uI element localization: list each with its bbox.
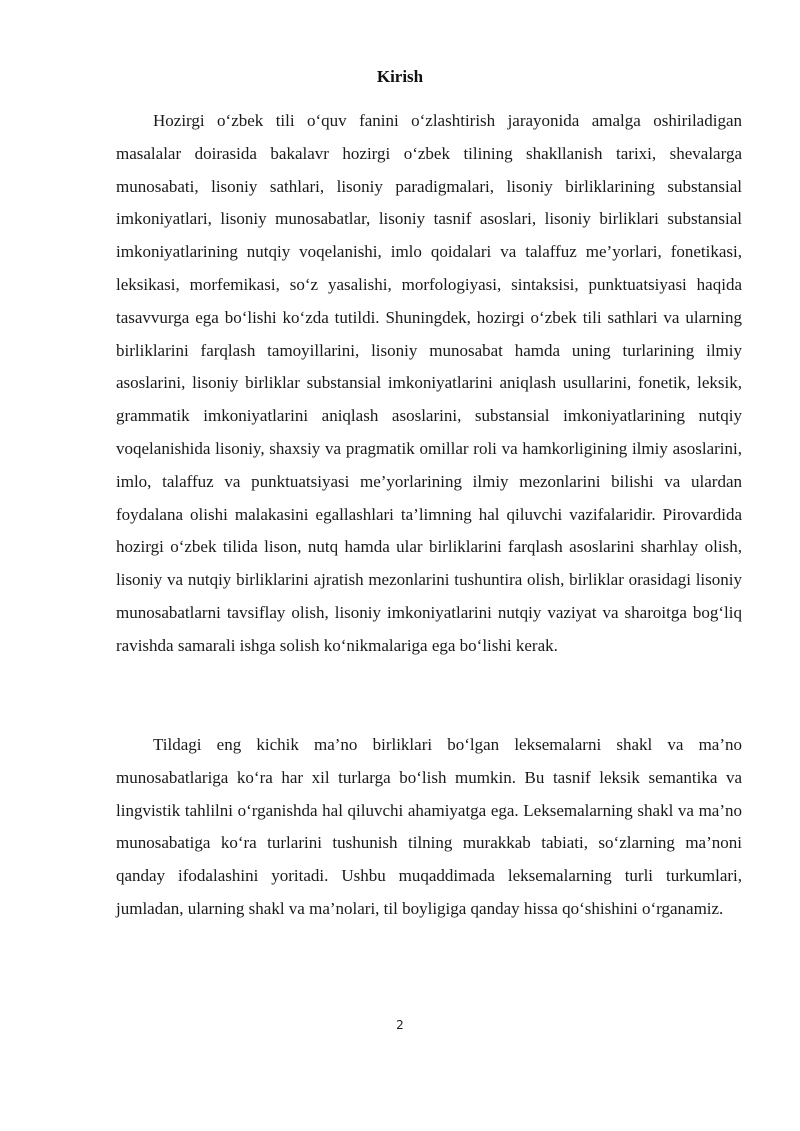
page-title: Kirish (376, 67, 424, 86)
paragraph-2: Tildagi eng kichik ma’no birliklari bo‘lgan leksemalarni shakl va ma’no munosabatlariga ko‘ra har xil turlarga bo‘lish mumkin. Bu tasnif leksik semantika va lingvistik tahlilni o‘rganishda hal qiluvchi ahamiyatga ega. Leksemalarning shakl va ma’no munosabatiga ko‘ra turlarini tushunish tilning murakkab tabiati, so‘zlarning ma’noni qanday ifodalashini yoritadi. Ushbu muqaddimada leksemalarning turli turkumlari, jumladan, ularning shakl va ma’nolari, til boyligiga qanday hissa qo‘shishini o‘rganamiz. (116, 735, 742, 918)
paragraph-1: Hozirgi o‘zbek tili o‘quv fanini o‘zlashtirish jarayonida amalga oshiriladigan masalalar doirasida bakalavr hozirgi o‘zbek tilining shakllanish tarixi, shevalarga munosabati, lisoniy sathlari, lisoniy paradigmalari, lisoniy birliklarining substansial imkoniyatlari, lisoniy munosabatlar, lisoniy tasnif asoslari, lisoniy birliklari substansial imkoniyatlarining nutqiy voqelanishi, imlo qoidalari va talaffuz me’yorlari, fonetikasi, leksikasi, morfemikasi, so‘z yasalishi, morfologiyasi, sintaksisi, punktuatsiyasi haqida tasavvurga ega bo‘lishi ko‘zda tutildi. Shuningdek, hozirgi o‘zbek tili sathlari va ularning birliklarini farqlash tamoyillarini, lisoniy munosabat hamda uning turlarining ilmiy asoslarini, lisoniy birliklar substansial imkoniyatlarini aniqlash usullarini, fonetik, leksik, grammatik imkoniyatlarini aniqlash asoslarini, substansial imkoniyatlarining nutqiy voqelanishida lisoniy, shaxsiy va pragmatik omillar roli va hamkorligining ilmiy asoslarini, imlo, talaffuz va punktuatsiyasi me’yorlarining ilmiy mezonlarini bilishi va ulardan foydalana olishi malakasini egallashlari ta’limning hal qiluvchi vazifalaridir. Pirovardida hozirgi o‘zbek tilida lison, nutq hamda ular birliklarini farqlash asoslarini sharhlay olish, lisoniy va nutqiy birliklarini ajratish mezonlarini tushuntira olish, birliklar orasidagi lisoniy munosabatlarni tavsiflay olish, lisoniy imkoniyatlarini nutqiy vaziyat va sharoitga bog‘liq ravishda samarali ishga solish ko‘nikmalariga ega bo‘lishi kerak. (116, 111, 742, 655)
page-number: 2 (396, 1018, 404, 1032)
